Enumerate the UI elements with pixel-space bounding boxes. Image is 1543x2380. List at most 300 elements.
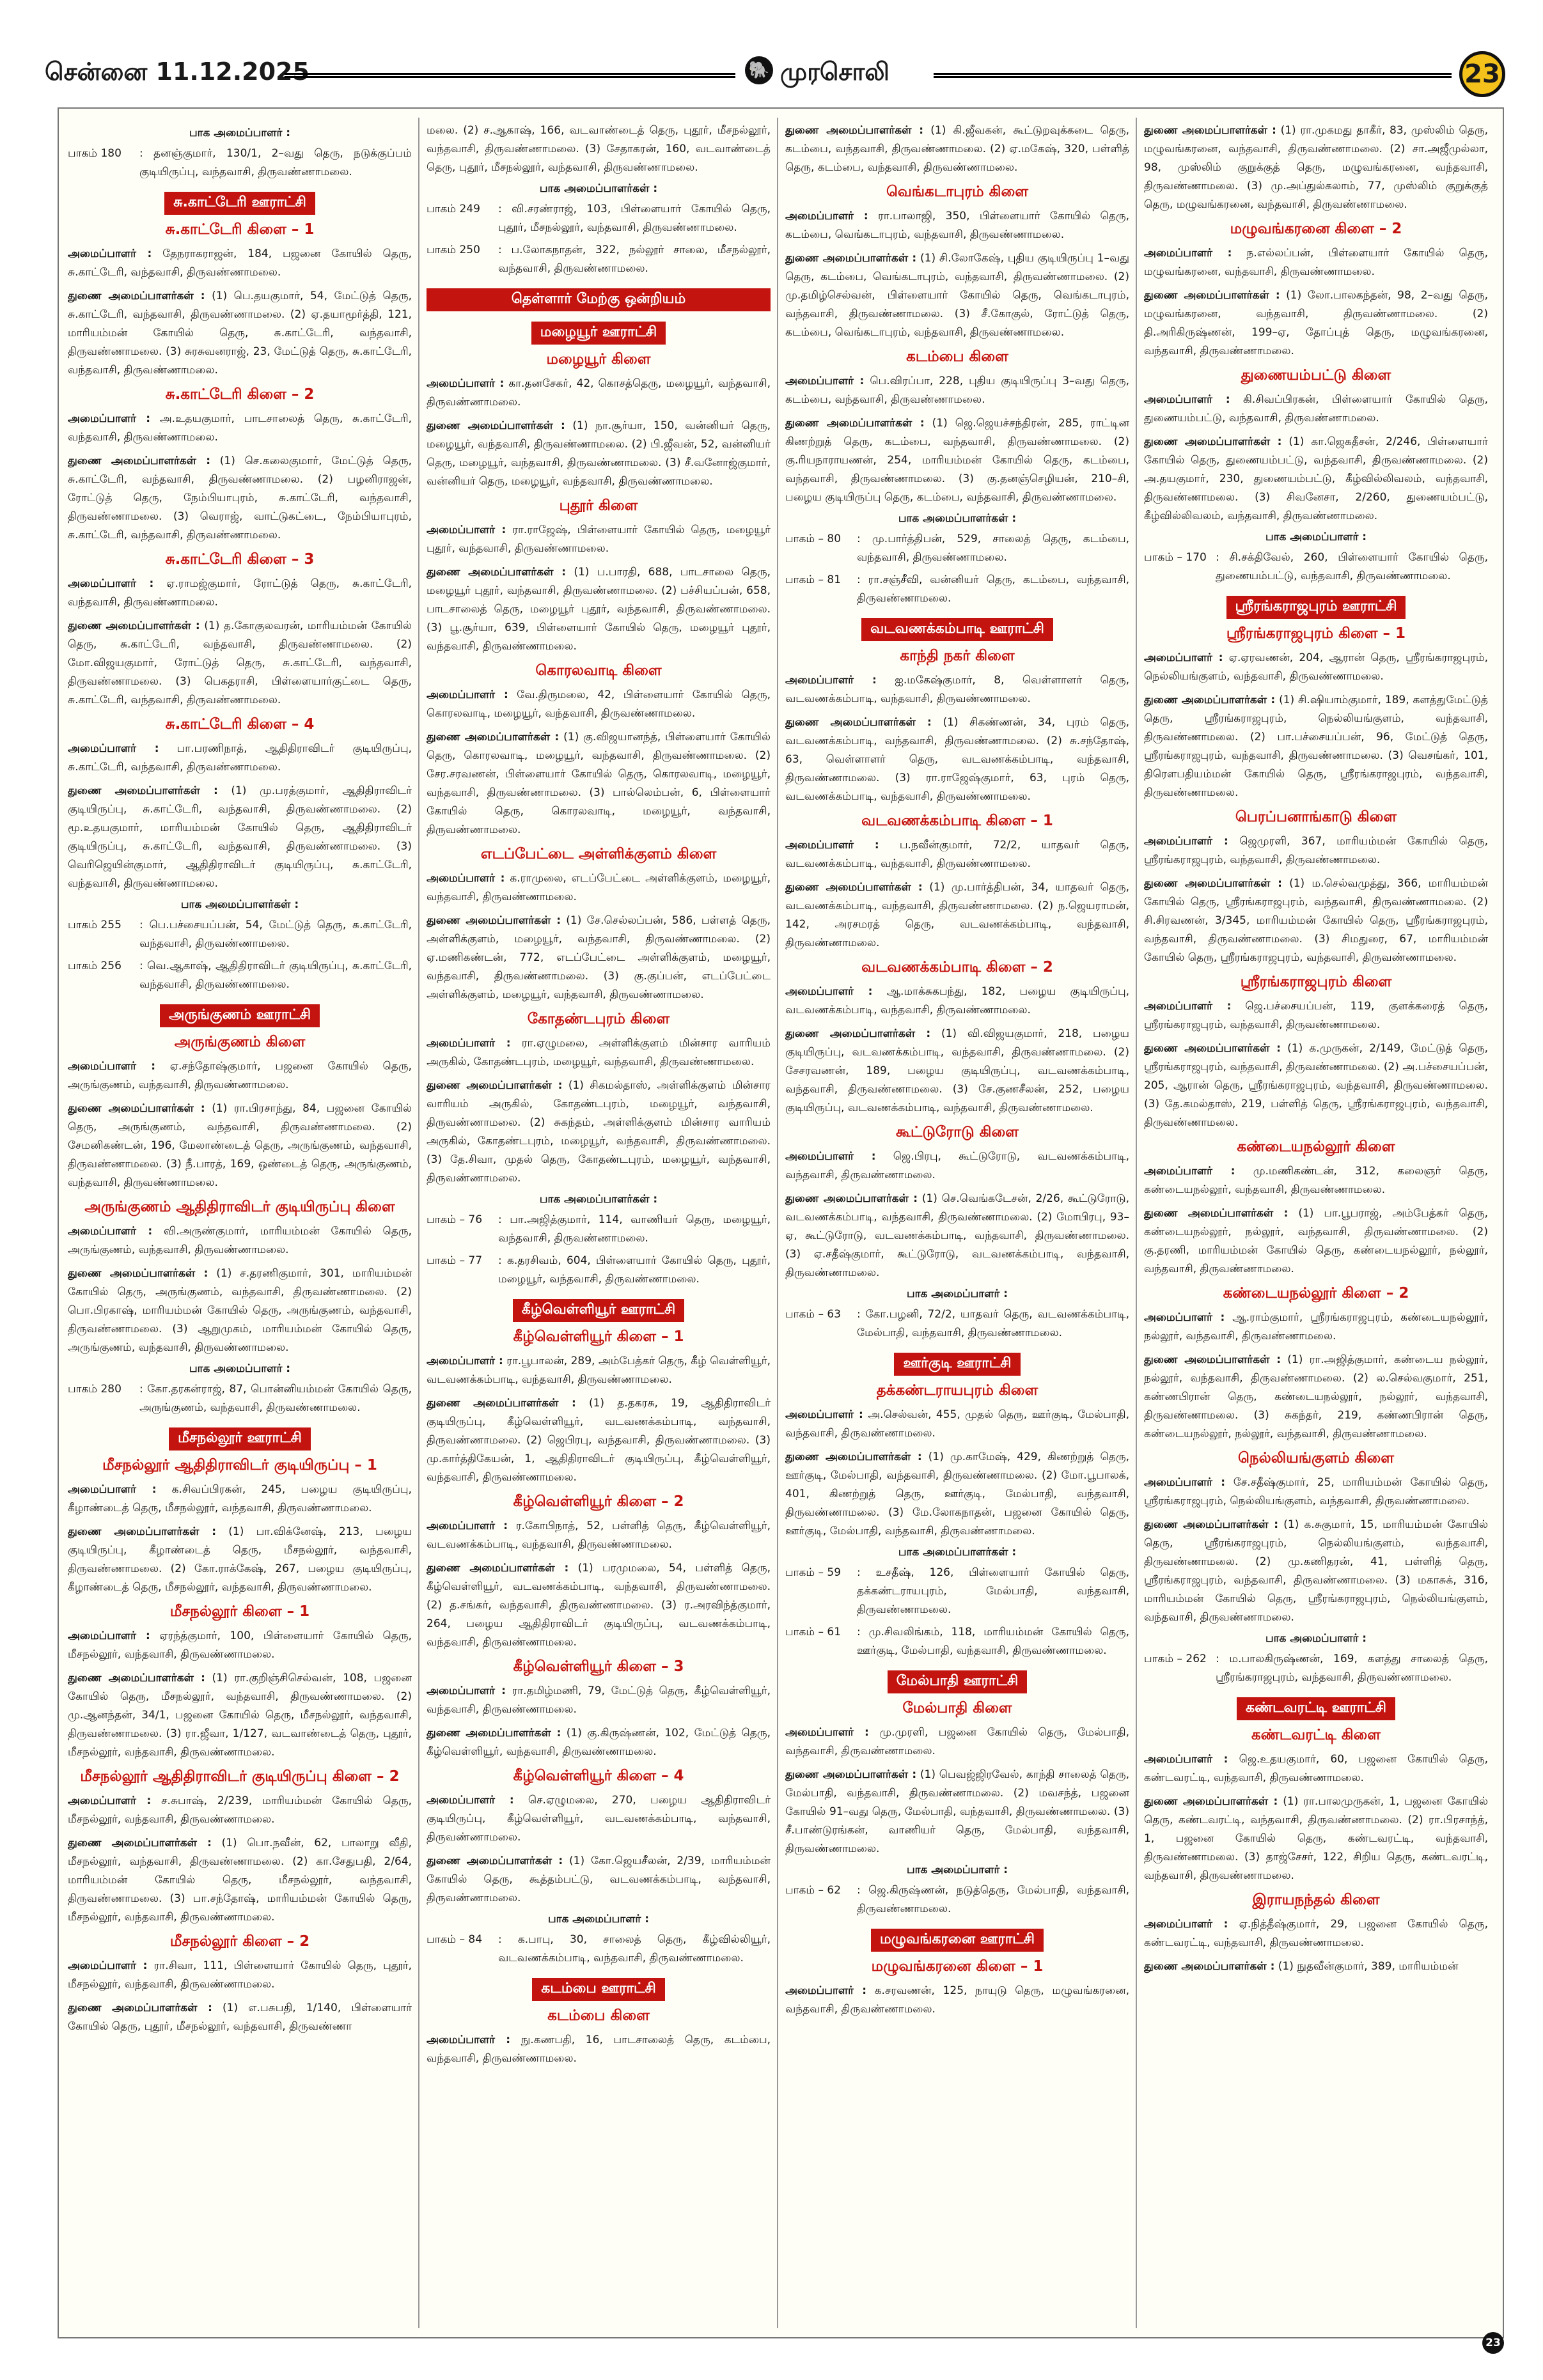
role-label: அமைப்பாளர் : — [68, 247, 152, 260]
column-divider — [777, 118, 778, 2328]
role-label: துணை அமைப்பாளர்கள் : — [1144, 694, 1276, 706]
branch-heading: கோதண்டபுரம் கிளை — [527, 1011, 670, 1027]
booth-row — [68, 916, 412, 953]
organiser-entry — [427, 121, 771, 177]
organiser-details: (1) பா.விக்னேஷ், 213, பழைய குடியிருப்பு, கீழாண்டைத் தெரு, மீசநல்லூர், வந்தவாசி, திருவண்ணாமலை. (2) கோ.ராக்கேஷ், 267, பழைய குடியிருப்பு, கீழாண்டைத் தெரு, மீசநல்லூர், வந்தவாசி, திருவண்ணாமலை. — [68, 1525, 412, 1594]
branch-heading: கடம்பை கிளை — [906, 348, 1008, 365]
organiser-entry — [785, 414, 1129, 507]
role-label: துணை அமைப்பாளர்கள் : — [68, 1837, 212, 1849]
organiser-details: ஜெ.பச்சையப்பன், 119, குளக்கரைத் தெரு, ஸ்ரீரங்கராஜபுரம், வந்தவாசி, திருவண்ணாமலை. — [1144, 1000, 1488, 1031]
role-label: துணை அமைப்பாளர்கள் : — [68, 290, 205, 302]
organiser-details: (1) கு.விஜயானந்த், பிள்ளையார் கோயில் தெரு, கொரலவாடி, மழையூர், வந்தவாசி, திருவண்ணாமலை. (2) சேர.சரவணன், பிள்ளையார் கோயில் தெரு, கொரலவாடி, மழையூர், வந்தவாசி, திருவண்ணாமலை. (3) பால்லெம்பன், 6, பிள்ளையார் கோயில் தெரு, கொரலவாடி, மழையூர், வந்தவாசி, திருவண்ணாமலை. — [427, 731, 771, 836]
organiser-entry — [1144, 121, 1488, 214]
branch-heading: வடவணக்கம்பாடி கிளை – 1 — [861, 813, 1053, 829]
role-label: துணை அமைப்பாளர்கள் : — [785, 1768, 917, 1781]
organiser-entry — [427, 912, 771, 1004]
branch-heading: கடம்பை கிளை — [547, 2007, 650, 2024]
column-divider — [1136, 118, 1137, 2328]
booth-number: பாகம் 249 — [427, 203, 480, 215]
column-1 — [68, 121, 412, 2324]
booth-row — [785, 1305, 1129, 1342]
role-label: துணை அமைப்பாளர்கள் : — [68, 1102, 205, 1115]
booth-number: பாகம் 255 — [68, 919, 121, 931]
organiser-entry — [427, 1394, 771, 1487]
role-label: அமைப்பாளர் : — [1144, 1753, 1228, 1766]
organiser-entry — [68, 410, 412, 447]
organiser-details: அ.உதயகுமார், பாடசாலைத் தெரு, சு.காட்டேரி, வந்தவாசி, திருவண்ணாமலை. — [68, 412, 412, 444]
branch-heading: ஸ்ரீரங்கராஜபுரம் கிளை — [1240, 974, 1392, 990]
booth-row — [68, 957, 412, 994]
masthead-rule-right — [934, 73, 1452, 78]
branch-heading: தக்கண்டராயபுரம் கிளை — [876, 1382, 1038, 1399]
organiser-details: (1) செ.வெங்கடேசன், 2/26, கூட்டுரோடு, வடவணக்கம்பாடி, வந்தவாசி, திருவண்ணாமலை. (2) மோபிரபு, 93–ஏ, கூட்டுரோடு, வடவணக்கம்பாடி, வந்தவாசி, திருவண்ணாமலை. (3) ஏ.சதீஷ்குமார், கூட்டுரோடு, வடவணக்கம்பாடி, வந்தவாசி, திருவண்ணாமலை. — [785, 1192, 1129, 1279]
column-3 — [785, 121, 1129, 2324]
booth-organisers-title: பாக அமைப்பாளர் : — [1265, 531, 1367, 543]
role-label: அமைப்பாளர் : — [68, 1629, 150, 1642]
organiser-details: சே.சதீஷ்குமார், 25, மாரியம்மன் கோயில் தெரு, ஸ்ரீரங்கராஜபுரம், நெல்லியங்குளம், வந்தவாசி, திருவண்ணாமலை. — [1144, 1476, 1488, 1507]
organiser-details: ஏ.ராமஜ்குமார், ரோட்டுத் தெரு, சு.காட்டேரி, வந்தவாசி, திருவண்ணாமலை. — [68, 577, 412, 609]
organiser-entry — [1144, 286, 1488, 361]
organiser-entry — [785, 1025, 1129, 1117]
role-label: அமைப்பாளர் : — [427, 1794, 514, 1807]
organiser-details: தேநராகராஜன், 184, பஜனை கோயில் தெரு, சு.காட்டேரி, வந்தவாசி, திருவண்ணாமலை. — [68, 247, 412, 279]
booth-number: பாகம் – 62 — [785, 1884, 842, 1897]
organiser-entry — [785, 1147, 1129, 1185]
organiser-details: ரா.ஏழுமலை, அள்ளிக்குளம் மின்சார வாரியம் அருகில், கோதண்டபுரம், மழையூர், வந்தவாசி, திருவண்ணாமலை. — [427, 1037, 771, 1068]
elephant-logo-icon: 🐘 — [745, 56, 773, 84]
organiser-details: (1) சி.லோகேஷ், புதிய குடியிருப்பு 1–வது தெரு, கடம்பை, வெங்கடாபுரம், வந்தவாசி, திருவண்ணாமலை. (2) மு.தமிழ்செல்வன், பிள்ளையார் கோயில் தெரு, வெங்கடாபுரம், வந்தவாசி, திருவண்ணாமலை. (3) சீ.கோகுல், ரோட்டுத் தெரு, கடம்பை, வெங்கடாபுரம், வந்தவாசி, திருவண்ணாமலை. — [785, 252, 1129, 339]
column-2 — [427, 121, 771, 2324]
organiser-details: ஏ.ஏரவணன், 204, ஆரான் தெரு, ஸ்ரீரங்கராஜபுரம், நெல்லியங்குளம், வந்தவாசி, திருவண்ணாமலை. — [1144, 651, 1488, 683]
organiser-details: ரா.ராஜேஷ், பிள்ளையார் கோயில் தெரு, மழையூர் புதூர், வந்தவாசி, திருவண்ணாமலை. — [427, 524, 771, 555]
organiser-entry — [427, 1517, 771, 1554]
organiser-details: (1) ரா.பாலமுருகன், 1, பஜனை கோயில் தெரு, கண்டவரட்டி, வந்தவாசி, திருவண்ணாமலை. (2) ரா.பிரசாந்த், 1, பஜனை கோயில் தெரு, கண்டவரட்டி, வந்தவாசி, திருவண்ணாமலை. (3) தாஜ்சேசர், 122, சிறிய தெரு, கண்டவரட்டி, வந்தவாசி, திருவண்ணாமலை. — [1144, 1795, 1488, 1882]
role-label: அமைப்பாளர் : — [785, 375, 865, 387]
role-label: துணை அமைப்பாளர்கள் : — [1144, 289, 1280, 302]
organiser-details: (1) சிகண்ணன், 34, புரம் தெரு, வடவணக்கம்பாடி, வந்தவாசி, திருவண்ணாமலை. (2) சு.சந்தோஷ், 63, வெள்ளாளர் தெரு, வடவணக்கம்பாடி, வந்தவாசி, திருவண்ணாமலை. (3) ரா.ராஜேஷ்குமார், 63, புரம் தெரு, வடவணக்கம்பாடி, வந்தவாசி, திருவண்ணாமலை. — [785, 716, 1129, 803]
role-label: துணை அமைப்பாளர்கள் : — [785, 252, 917, 265]
role-label: துணை அமைப்பாளர்கள் : — [1144, 1353, 1281, 1366]
role-label: அமைப்பாளர் : — [785, 1984, 867, 1997]
booth-row — [427, 1211, 771, 1248]
organiser-details: பா.பரணிநாத், ஆதிதிராவிடர் குடியிருப்பு, சு.காட்டேரி, வந்தவாசி, திருவண்ணாமலை. — [68, 742, 412, 774]
role-label: துணை அமைப்பாளர்கள் : — [427, 1562, 569, 1575]
organiser-entry — [1144, 1204, 1488, 1279]
organiser-details: (1) சிகமல்தாஸ், அள்ளிக்குளம் மின்சார வாரியம் அருகில், கோதண்டபுரம், மழையூர், வந்தவாசி, திருவண்ணாமலை. (2) சுகந்தம், அள்ளிக்குளம் மின்சார வாரியம் அருகில், கோதண்டபுரம், மழையூர், வந்தவாசி, திருவண்ணாமலை. (3) தே.சிவா, முதல் தெரு, கோதண்டபுரம், மழையூர், வந்தவாசி, திருவண்ணாமலை. — [427, 1079, 771, 1185]
organiser-details: ஏ.சந்தோஷ்குமார், பஜனை கோயில் தெரு, அருங்குணம், வந்தவாசி, திருவண்ணாமலை. — [68, 1060, 412, 1091]
organiser-entry — [427, 375, 771, 412]
booth-number: பாகம் – 80 — [785, 533, 842, 545]
branch-heading: கொரலவாடி கிளை — [535, 662, 662, 679]
role-label: துணை அமைப்பாளர்கள் : — [68, 1525, 217, 1538]
organiser-entry — [427, 686, 771, 723]
organiser-details: அ.செல்வன், 455, முதல் தெரு, ஊர்குடி, மேல்பாதி, வந்தவாசி, திருவண்ணாமலை. — [785, 1408, 1129, 1440]
organiser-details: (1) ரா.பிரசாந்து, 84, பஜனை கோயில் தெரு, அருங்குணம், வந்தவாசி, திருவண்ணாமலை. (2) சேமனிகண்டன், 196, மேலாண்டைத் தெரு, அருங்குணம், வந்தவாசி, திருவண்ணாமலை. (3) நீ.பாரத், 169, ஒண்டைத் தெரு, அருங்குணம், வந்தவாசி, திருவண்ணாமலை. — [68, 1102, 412, 1189]
organiser-entry — [68, 452, 412, 545]
booth-organisers-title: பாக அமைப்பாளர்கள் : — [898, 1546, 1017, 1559]
organiser-entry — [68, 1100, 412, 1192]
role-label: துணை அமைப்பாளர்கள் : — [68, 455, 211, 467]
organiser-details: (1) க.சுகுமார், 15, மாரியம்மன் கோயில் தெரு, ஸ்ரீரங்கராஜபுரம், நெல்லியங்குளம், வந்தவாசி, திருவண்ணாமலை. (2) மு.கணிதரன், 41, பள்ளித் தெரு, ஸ்ரீரங்கராஜபுரம், வந்தவாசி, திருவண்ணாமலை. (3) மகாசுக், 316, மாரியம்மன் கோயில் தெரு, ஸ்ரீரங்கராஜபுரம், நெல்லியங்குளம், வந்தவாசி, திருவண்ணாமலை. — [1144, 1518, 1488, 1624]
organiser-entry — [427, 1559, 771, 1652]
role-label: அமைப்பாளர் : — [785, 1408, 863, 1421]
organiser-entry — [68, 617, 412, 710]
organiser-entry — [1144, 832, 1488, 869]
branch-heading: மேல்பாதி கிளை — [902, 1700, 1012, 1716]
organiser-details: ரா.பாலாஜி, 350, பிள்ளையார் கோயில் தெரு, கடம்பை, வெங்கடாபுரம், வந்தவாசி, திருவண்ணாமலை. — [785, 210, 1129, 241]
newspaper-name: முரசொலி — [780, 58, 889, 86]
organiser-details: ஏ.நித்தீஷ்குமார், 29, பஜனை கோயில் தெரு, கண்டவரட்டி, வந்தவாசி, திருவண்ணாமலை. — [1144, 1918, 1488, 1949]
organiser-entry — [1144, 875, 1488, 967]
booth-organiser: : பெ.பச்சையப்பன், 54, மேட்டுத் தெரு, சு.காட்டேரி, வந்தவாசி, திருவண்ணாமலை. — [139, 919, 412, 950]
booth-row — [1144, 548, 1488, 586]
panchayat-banner: கீழ்வெள்ளியூர் ஊராட்சி — [513, 1299, 684, 1322]
branch-heading: அருங்குணம் ஆதிதிராவிடர் குடியிருப்பு கிளை — [84, 1199, 395, 1215]
booth-organisers-title: பாக அமைப்பாளர்கள் : — [898, 512, 1017, 525]
organiser-entry — [427, 1682, 771, 1719]
role-label: துணை அமைப்பாளர்கள் : — [68, 619, 200, 632]
organiser-details: ரா.பூபாலன், 289, அம்பேத்கர் தெரு, கீழ் வெள்ளியூர், வடவணக்கம்பாடி, வந்தவாசி, திருவண்ணாமலை. — [427, 1355, 771, 1386]
booth-organisers-title: பாக அமைப்பாளர்கள் : — [180, 898, 299, 911]
organiser-entry — [427, 1724, 771, 1761]
panchayat-banner: மழையூர் ஊராட்சி — [531, 322, 666, 345]
organiser-details: ஜெ.பிரபு, கூட்டுரோடு, வடவணக்கம்பாடி, வந்தவாசி, திருவண்ணாமலை. — [785, 1150, 1129, 1181]
organiser-entry — [68, 1957, 412, 1994]
organiser-entry — [785, 1190, 1129, 1282]
organiser-details: மு.முரளி, பஜனை கோயில் தெரு, மேல்பாதி, வந்தவாசி, திருவண்ணாமலை. — [785, 1726, 1129, 1757]
branch-heading: மீசநல்லூர் கிளை – 2 — [169, 1933, 310, 1950]
role-label: துணை அமைப்பாளர்கள் : — [1144, 1042, 1281, 1055]
role-label: அமைப்பாளர் : — [427, 1520, 508, 1532]
role-label: துணை அமைப்பாளர்கள் : — [785, 1192, 918, 1205]
role-label: துணை அமைப்பாளர்கள் : — [1144, 435, 1282, 448]
organiser-details: ஜெமுரளி, 367, மாரியம்மன் கோயில் தெரு, ஸ்ரீரங்கராஜபுரம், வந்தவாசி, திருவண்ணாமலை. — [1144, 835, 1488, 866]
organiser-details: ச.சுபாஷ், 2/239, மாரியம்மன் கோயில் தெரு, மீசநல்லூர், வந்தவாசி, திருவண்ணாமலை. — [68, 1794, 412, 1826]
organiser-details: (1) பெ.தயகுமார், 54, மேட்டுத் தெரு, சு.காட்டேரி, வந்தவாசி, திருவண்ணாமலை. (2) ஏ.தயாமூர்த்தி, 121, மாரியம்மன் கோயில் தெரு, சு.காட்டேரி, வந்தவாசி, திருவண்ணாமலை. (3) சுரசுவனராஜ், 23, மேட்டுத் தெரு, சு.காட்டேரி, வந்தவாசி, திருவண்ணாமலை. — [68, 290, 412, 377]
organiser-details: (1) ப.பாரதி, 688, பாடசாலை தெரு, மழையூர் புதூர், வந்தவாசி, திருவண்ணாமலை. (2) பச்சியப்பன், 658, பாடசாலைத் தெரு, மழையூர் புதூர், வந்தவாசி, திருவண்ணாமலை. (3) பூ.சூர்யா, 639, பிள்ளையார் கோயில் தெரு, மழையூர் புதூர், வந்தவாசி, திருவண்ணாமலை. — [427, 566, 771, 653]
organiser-details: (1) க.முருகன், 2/149, மேட்டுத் தெரு, ஸ்ரீரங்கராஜபுரம், வந்தவாசி, திருவண்ணாமலை. (2) அ.பச்சையப்பன், 205, ஆரான் தெரு, ஸ்ரீரங்கராஜபுரம், வந்தவாசி, திருவண்ணாமலை. (3) தே.கமல்தாஸ், 219, பள்ளித் தெரு, ஸ்ரீரங்கராஜபுரம், வந்தவாசி, திருவண்ணாமலை. — [1144, 1042, 1488, 1129]
organiser-details: மலை. (2) ச.ஆகாஷ், 166, வடவாண்டைத் தெரு, புதூர், மீசநல்லூர், வந்தவாசி, திருவண்ணாமலை. (3) சேதாகரன், 160, வடவாண்டைத் தெரு, புதூர், மீசநல்லூர், வந்தவாசி, திருவண்ணாமலை. — [427, 124, 771, 174]
role-label: அமைப்பாளர் : — [68, 1225, 153, 1238]
branch-heading: சு.காட்டேரி கிளை – 3 — [165, 551, 315, 568]
booth-organiser: : மு.சிவலிங்கம், 118, மாரியம்மன் கோயில் தெரு, ஊர்குடி, மேல்பாதி, வந்தவாசி, திருவண்ணாமலை. — [857, 1626, 1129, 1657]
organiser-entry — [427, 1077, 771, 1188]
role-label: அமைப்பாளர் : — [785, 1150, 876, 1163]
booth-organisers-title: பாக அமைப்பாளர் : — [189, 1362, 291, 1375]
booth-organiser: : உசதீஷ், 126, பிள்ளையார் கோயில் தெரு, தக்கண்டராயபுரம், மேல்பாதி, வந்தவாசி, திருவண்ணாமலை. — [857, 1566, 1129, 1616]
panchayat-banner: ஊர்குடி ஊராட்சி — [894, 1353, 1020, 1376]
role-label: அமைப்பாளர் : — [427, 524, 506, 536]
organiser-details: (1) ச.தரணிகுமார், 301, மாரியம்மன் கோயில் தெரு, அருங்குணம், வந்தவாசி, திருவண்ணாமலை. (2) பொ.பிரகாஷ், மாரியம்மன் கோயில் தெரு, அருங்குணம், வந்தவாசி, திருவண்ணாமலை. (3) ஆறுமுகம், மாரியம்மன் கோயில் தெரு, அருங்குணம், வந்தவாசி, திருவண்ணாமலை. — [68, 1267, 412, 1354]
organiser-entry — [1144, 1793, 1488, 1885]
city-date: சென்னை 11.12.2025 — [45, 58, 309, 86]
booth-organiser: : ப.லோகநாதன், 322, நல்லூர் சாலை, மீசநல்லூர், வந்தவாசி, திருவண்ணாமலை. — [498, 244, 771, 275]
organiser-details: (1) கோ.ஜெயசீலன், 2/39, மாரியம்மன் கோயில் தெரு, கூத்தம்பட்டு, வடவணக்கம்பாடி, வந்தவாசி, திருவண்ணாமலை. — [427, 1855, 771, 1904]
organiser-details: (1) ரா.குறிஞ்சிசெல்வன், 108, பஜனை கோயில் தெரு, மீசநல்லூர், வந்தவாசி, திருவண்ணாமலை. (2) மு.ஆனந்தன், 34/1, பஜனை கோயில் தெரு, மீசநல்லூர், வந்தவாசி, திருவண்ணாமலை. (3) ரா.ஜீவா, 1/127, வடவாண்டைத் தெரு, புதூர், மீசநல்லூர், வந்தவாசி, திருவண்ணாமலை. — [68, 1672, 412, 1759]
organiser-entry — [1144, 391, 1488, 428]
branch-heading: மீசநல்லூர் கிளை – 1 — [169, 1603, 310, 1620]
organiser-details: (1) கி.ஜீவகன், கூட்டுறவுக்கடை தெரு, கடம்பை, வந்தவாசி, திருவண்ணாமலை. (2) ஏ.மகேஷ், 320, பள்ளித் தெரு, கடம்பை, வந்தவாசி, திருவண்ணாமலை. — [785, 124, 1129, 174]
organiser-details: ப.நவீன்குமார், 72/2, யாதவர் தெரு, வடவணக்கம்பாடி, வந்தவாசி, திருவண்ணாமலை. — [785, 839, 1129, 870]
booth-organisers-title: பாக அமைப்பாளர் : — [547, 1913, 650, 1925]
booth-organiser: : கோ.தரகன்ராஜ், 87, பொன்னியம்மன் கோயில் தெரு, அருங்குணம், வந்தவாசி, திருவண்ணாமலை. — [139, 1383, 412, 1414]
organiser-details: வே.திருமலை, 42, பிள்ளையார் கோயில் தெரு, கொரலவாடி, மழையூர், வந்தவாசி, திருவண்ணாமலை. — [427, 688, 771, 720]
organiser-entry — [427, 521, 771, 558]
organiser-entry — [785, 671, 1129, 708]
organiser-details: ர.கோபிநாத், 52, பள்ளித் தெரு, கீழ்வெள்ளியூர், வடவணக்கம்பாடி, வந்தவாசி, திருவண்ணாமலை. — [427, 1520, 771, 1551]
organiser-details: (1) நா.சூர்யா, 150, வன்னியர் தெரு, மழையூர், வந்தவாசி, திருவண்ணாமலை. (2) பி.ஜீவன், 52, வன்னியர் தெரு, மழையூர், வந்தவாசி, திருவண்ணாமலை. (3) சீ.வனோஜ்குமார், வன்னியர் தெரு, மழையூர், வந்தவாசி, திருவண்ணாமலை. — [427, 419, 771, 488]
organiser-entry — [1144, 1750, 1488, 1787]
organiser-entry — [427, 1034, 771, 1071]
role-label: அமைப்பாளர் : — [427, 377, 505, 390]
organiser-details: ரா.சிவா, 111, பிள்ளையார் கோயில் தெரு, புதூர், மீசநல்லூர், வந்தவாசி, திருவண்ணாமலை. — [68, 1959, 412, 1991]
role-label: துணை அமைப்பாளர்கள் : — [427, 1397, 576, 1410]
organiser-details: மு.மணிகண்டன், 312, கலைஞர் தெரு, கண்டையநல்லூர், வந்தவாசி, திருவண்ணாமலை. — [1144, 1165, 1488, 1196]
organiser-entry — [785, 1448, 1129, 1541]
organiser-entry — [1144, 1309, 1488, 1346]
role-label: அமைப்பாளர் : — [68, 1060, 156, 1073]
branch-heading: வடவணக்கம்பாடி கிளை – 2 — [861, 959, 1053, 976]
organiser-details: (1) பா.பூபராஜ், அம்பேத்கர் தெரு, கண்டையநல்லூர், நல்லூர், வந்தவாசி, திருவண்ணாமலை. (2) கு.தரணி, மாரியம்மன் கோயில் தெரு, கண்டையநல்லூர், நல்லூர், வந்தவாசி, திருவண்ணாமலை. — [1144, 1207, 1488, 1275]
organiser-details: ஜெ.உதயகுமார், 60, பஜனை கோயில் தெரு, கண்டவரட்டி, வந்தவாசி, திருவண்ணாமலை. — [1144, 1753, 1488, 1784]
branch-heading: கீழ்வெள்ளியூர் கிளை – 3 — [513, 1658, 684, 1675]
role-label: துணை அமைப்பாளர்கள் : — [785, 716, 932, 729]
branch-heading: சு.காட்டேரி கிளை – 1 — [165, 221, 315, 238]
organiser-entry — [68, 1627, 412, 1664]
organiser-entry — [427, 1791, 771, 1847]
panchayat-banner: அருங்குணம் ஊராட்சி — [160, 1004, 320, 1027]
booth-organisers-title: பாக அமைப்பாளர் : — [906, 1287, 1008, 1300]
branch-heading: புதூர் கிளை — [559, 497, 638, 514]
organiser-entry — [427, 563, 771, 656]
role-label: துணை அமைப்பாளர்கள் : — [427, 914, 561, 927]
organiser-details: (1) சே.செல்லப்பன், 586, பள்ளத் தெரு, அள்ளிக்குளம், மழையூர், வந்தவாசி, திருவண்ணாமலை. (2) ஏ.மணிகண்டன், 772, எடப்பேட்டை அள்ளிக்குளம், மழையூர், வந்தவாசி, திருவண்ணாமலை. (3) கு.குப்பன், எடப்பேட்டை அள்ளிக்குளம், மழையூர், வந்தவாசி, திருவண்ணாமலை. — [427, 914, 771, 1001]
organiser-entry — [785, 713, 1129, 806]
organiser-entry — [1144, 433, 1488, 525]
organiser-entry — [1144, 1516, 1488, 1627]
booth-number: பாகம் 180 — [68, 147, 121, 160]
organiser-entry — [68, 1264, 412, 1357]
booth-organiser: : பா.அஜித்குமார், 114, வாணியர் தெரு, மழையூர், வந்தவாசி, திருவண்ணாமலை. — [498, 1213, 771, 1245]
organiser-details: (1) கா.ஜெகதீசன், 2/246, பிள்ளையார் கோயில் தெரு, துணையம்பட்டு, வந்தவாசி, திருவண்ணாமலை. (2) அ.தயகுமார், 230, துணையம்பட்டு, கீழ்வில்லிவலம், வந்தவாசி, திருவண்ணாமலை. (3) சிவனேசா, 2/260, துணையம்பட்டு, கீழ்வில்லிவலம், வந்தவாசி, திருவண்ணாமலை. — [1144, 435, 1488, 522]
booth-number: பாகம் – 84 — [427, 1933, 483, 1946]
branch-heading: பெரப்பனாங்காடு கிளை — [1235, 809, 1397, 825]
panchayat-banner: சு.காட்டேரி ஊராட்சி — [164, 192, 315, 215]
organiser-entry — [68, 782, 412, 893]
role-label: அமைப்பாளர் : — [68, 1483, 157, 1496]
booth-organiser: : ரா.சஞ்சீவி, வன்னியர் தெரு, கடம்பை, வந்தவாசி, திருவண்ணாமலை. — [857, 573, 1129, 605]
organiser-details: க.ராமுலை, எடப்பேட்டை அள்ளிக்குளம், மழையூர், வந்தவாசி, திருவண்ணாமலை. — [427, 872, 771, 903]
role-label: அமைப்பாளர் : — [1144, 247, 1232, 260]
role-label: அமைப்பாளர் : — [1144, 1165, 1235, 1178]
role-label: துணை அமைப்பாளர்கள் : — [785, 124, 924, 137]
organiser-entry — [68, 1999, 412, 2036]
booth-number: பாகம் – 61 — [785, 1626, 842, 1638]
booth-number: பாகம் – 77 — [427, 1254, 483, 1267]
organiser-details: ரா.தமிழ்மணி, 79, மேட்டுத் தெரு, கீழ்வெள்ளியூர், வந்தவாசி, திருவண்ணாமலை. — [427, 1684, 771, 1716]
panchayat-banner: கண்டவரட்டி ஊராட்சி — [1237, 1697, 1395, 1720]
organiser-entry — [68, 1523, 412, 1597]
role-label: துணை அமைப்பாளர்கள் : — [427, 731, 560, 743]
branch-heading: இராயநந்தல் கிளை — [1252, 1892, 1380, 1908]
role-label: அமைப்பாளர் : — [785, 839, 879, 852]
branch-heading: காந்தி நகர் கிளை — [900, 648, 1015, 664]
corner-page-number: 23 — [1482, 2332, 1504, 2354]
branch-heading: சு.காட்டேரி கிளை – 4 — [165, 716, 315, 733]
booth-row — [785, 1623, 1129, 1660]
organiser-entry — [68, 1057, 412, 1094]
booth-organiser: : வி.சரண்ராஜ், 103, பிள்ளையார் கோயில் தெரு, புதூர், மீசநல்லூர், வந்தவாசி, திருவண்ணாமலை. — [498, 203, 771, 234]
role-label: அமைப்பாளர் : — [1144, 835, 1228, 848]
organiser-details: (1) மு.பார்த்திபன், 34, யாதவர் தெரு, வடவணக்கம்பாடி, வந்தவாசி, திருவண்ணாமலை. (2) ந.ஜெயராமன், 142, அரசமரத் தெரு, வடவணக்கம்பாடி, வந்தவாசி, திருவண்ணாமலை. — [785, 881, 1129, 949]
organiser-details: க.சரவணன், 125, நாயுடு தெரு, மழுவங்கரனை, வந்தவாசி, திருவண்ணாமலை. — [785, 1984, 1129, 2016]
organiser-entry — [68, 575, 412, 612]
booth-number: பாகம் – 76 — [427, 1213, 483, 1226]
role-label: அமைப்பாளர் : — [1144, 651, 1223, 664]
organiser-details: ஆ.மாக்சுகபந்து, 182, பழைய குடியிருப்பு, வடவணக்கம்பாடி, வந்தவாசி, திருவண்ணாமலை. — [785, 985, 1129, 1016]
branch-heading: வெங்கடாபுரம் கிளை — [886, 183, 1028, 200]
booth-row — [785, 571, 1129, 608]
branch-heading: எடப்பேட்டை அள்ளிக்குளம் கிளை — [480, 846, 717, 862]
branch-heading: கீழ்வெள்ளியூர் கிளை – 4 — [513, 1768, 684, 1784]
booth-organiser: : வெ.ஆகாஷ், ஆதிதிராவிடர் குடியிருப்பு, சு.காட்டேரி, வந்தவாசி, திருவண்ணாமலை. — [139, 960, 412, 991]
role-label: அமைப்பாளர் : — [785, 985, 873, 998]
organiser-details: ந.எல்லப்பன், பிள்ளையார் கோயில் தெரு, மழுவங்கரனை, வந்தவாசி, திருவண்ணாமலை. — [1144, 247, 1488, 278]
booth-organiser: : தனஞ்குமார், 130/1, 2–வது தெரு, நடுக்குப்பம் குடியிருப்பு, வந்தவாசி, திருவண்ணாமலை. — [139, 147, 412, 178]
column-divider — [418, 118, 419, 2328]
organiser-entry — [785, 1766, 1129, 1858]
role-label: துணை அமைப்பாளர்கள் : — [1144, 1207, 1288, 1220]
booth-number: பாகம் – 59 — [785, 1566, 842, 1579]
organiser-details: வி.அருண்குமார், மாரியம்மன் கோயில் தெரு, அருங்குணம், வந்தவாசி, திருவண்ணாமலை. — [68, 1225, 412, 1256]
organiser-entry — [68, 1481, 412, 1518]
organiser-details: (1) ரா.முகமது தாகீர், 83, முஸ்லிம் தெரு, மழுவங்கரனை, வந்தவாசி, திருவண்ணாமலை. (2) சா.அஜீமுல்லா, 98, முஸ்லிம் குறுக்குத் தெரு, மழுவங்கரனை, வந்தவாசி, திருவண்ணாமலை. (3) மு.அப்துல்கலாம், 77, முஸ்லிம் குறுக்குத் தெரு, மழுவங்கரனை, வந்தவாசி, திருவண்ணாமலை. — [1144, 124, 1488, 211]
booth-number: பாகம் – 81 — [785, 573, 842, 586]
page-number-badge: 23 — [1459, 51, 1505, 97]
organiser-entry — [427, 1852, 771, 1908]
role-label: அமைப்பாளர் : — [68, 742, 159, 755]
booth-number: பாகம் 256 — [68, 960, 121, 972]
booth-row — [427, 200, 771, 237]
organiser-details: (1) மு.காமேஷ், 429, கிணற்றுத் தெரு, ஊர்குடி, மேல்பாதி, வந்தவாசி, திருவண்ணாமலை. (2) மோ.பூபாலக், 401, கிணற்றுத் தெரு, ஊர்குடி, மேல்பாதி, வந்தவாசி, திருவண்ணாமலை. (3) மே.லோகநாதன், பஜனை கோயில் தெரு, ஊர்குடி, மேல்பாதி, வந்தவாசி, திருவண்ணாமலை. — [785, 1451, 1129, 1537]
role-label: துணை அமைப்பாளர்கள் : — [68, 1267, 208, 1280]
booth-row — [427, 241, 771, 278]
booth-row — [427, 1252, 771, 1289]
branch-heading: அருங்குணம் கிளை — [174, 1034, 306, 1050]
booth-organiser: : ம.பாலகிருஷ்ணன், 169, களத்து சாலைத் தெரு, ஸ்ரீரங்கராஜபுரம், வந்தவாசி, திருவண்ணாமலை. — [1216, 1653, 1488, 1684]
role-label: துணை அமைப்பாளர்கள் : — [68, 1672, 205, 1684]
role-label: அமைப்பாளர் : — [1144, 1000, 1232, 1013]
organiser-entry — [785, 121, 1129, 177]
booth-organisers-title: பாக அமைப்பாளர்கள் : — [539, 1193, 658, 1206]
role-label: அமைப்பாளர் : — [68, 412, 151, 425]
booth-organiser: : ஜெ.கிருஷ்ணன், நடுத்தெரு, மேல்பாதி, வந்தவாசி, திருவண்ணாமலை. — [857, 1884, 1129, 1915]
role-label: துணை அமைப்பாளர்கள் : — [785, 1451, 922, 1463]
branch-heading: சு.காட்டேரி கிளை – 2 — [165, 386, 315, 403]
role-label: துணை அமைப்பாளர்கள் : — [427, 566, 567, 579]
booth-organisers-title: பாக அமைப்பாளர்கள் : — [539, 182, 658, 195]
panchayat-banner: கடம்பை ஊராட்சி — [532, 1978, 664, 2001]
organiser-details: (1) ம.செல்வமுத்து, 366, மாரியம்மன் கோயில் தெரு, ஸ்ரீரங்கராஜபுரம், வந்தவாசி, திருவண்ணாமலை. (2) சி.சிரவணன், 3/345, மாரியம்மன் கோயில் தெரு, ஸ்ரீரங்கராஜபுரம், வந்தவாசி, திருவண்ணாமலை. (3) சிமதுரை, 67, மாரியம்மன் கோயில் தெரு, ஸ்ரீரங்கராஜபுரம், வந்தவாசி, திருவண்ணாமலை. — [1144, 877, 1488, 964]
branch-heading: கீழ்வெள்ளியூர் கிளை – 2 — [513, 1493, 684, 1510]
role-label: துணை அமைப்பாளர்கள் : — [785, 417, 925, 430]
organiser-details: (1) நுதவீன்குமார், 389, மாரியம்மன் — [1274, 1960, 1459, 1973]
organiser-entry — [1144, 691, 1488, 802]
role-label: அமைப்பாளர் : — [68, 577, 154, 590]
booth-number: பாகம் – 262 — [1144, 1653, 1207, 1665]
role-label: துணை அமைப்பாளர்கள் : — [1144, 124, 1276, 137]
organiser-entry — [785, 207, 1129, 244]
organiser-entry — [1144, 1039, 1488, 1132]
role-label: துணை அமைப்பாளர்கள் : — [68, 2002, 212, 2014]
branch-heading: மழுவங்கரனை கிளை – 2 — [1230, 221, 1402, 237]
organiser-details: (1) த.கோகுலவரன், மாரியம்மன் கோயில் தெரு, சு.காட்டேரி, வந்தவாசி, திருவண்ணாமலை. (2) மோ.விஜயகுமார், ரோட்டுத் தெரு, சு.காட்டேரி, வந்தவாசி, திருவண்ணாமலை. (3) பெகதராசி, பிள்ளையார்குட்டை தெரு, சு.காட்டேரி, வந்தவாசி, திருவண்ணாமலை. — [68, 619, 412, 706]
branch-heading: மழுவங்கரனை கிளை – 1 — [871, 1958, 1044, 1975]
organiser-details: (1) சி.ஷியாம்குமார், 189, களத்துமேட்டுத் தெரு, ஸ்ரீரங்கராஜபுரம், நெல்லியங்குளம், வந்தவாசி, திருவண்ணாமலை. (2) பா.பச்சையப்பன், 96, மேட்டுத் தெரு, ஸ்ரீரங்கராஜபுரம், வந்தவாசி, திருவண்ணாமலை. (3) வெசங்கர், 101, திரௌபதியம்மன் கோயில் தெரு, ஸ்ரீரங்கராஜபுரம், வந்தவாசி, திருவண்ணாமலை. — [1144, 694, 1488, 799]
organiser-details: (1) கு.கிருஷ்ணன், 102, மேட்டுத் தெரு, கீழ்வெள்ளியூர், வந்தவாசி, திருவண்ணாமலை. — [427, 1727, 771, 1758]
role-label: துணை அமைப்பாளர்கள் : — [785, 1027, 931, 1040]
branch-heading: கண்டையநல்லூர் கிளை – 2 — [1223, 1285, 1409, 1302]
role-label: அமைப்பாளர் : — [1144, 393, 1230, 406]
branch-heading: கண்டையநல்லூர் கிளை — [1237, 1139, 1395, 1155]
organiser-entry — [427, 417, 771, 491]
role-label: துணை அமைப்பாளர்கள் : — [427, 1855, 563, 1867]
role-label: அமைப்பாளர் : — [785, 1726, 869, 1739]
panchayat-banner: மீசநல்லூர் ஊராட்சி — [169, 1427, 311, 1451]
booth-row — [1144, 1650, 1488, 1687]
organiser-details: க.சிவப்பிரகன், 245, பழைய குடியிருப்பு, கீழாண்டைத் தெரு, மீசநல்லூர், வந்தவாசி, திருவண்ணாமலை. — [68, 1483, 412, 1514]
role-label: துணை அமைப்பாளர்கள் : — [427, 419, 565, 432]
organiser-details: கி.சிவப்பிரகன், பிள்ளையார் கோயில் தெரு, துணையம்பட்டு, வந்தவாசி, திருவண்ணாமலை. — [1144, 393, 1488, 424]
role-label: துணை அமைப்பாளர்கள் : — [427, 1079, 563, 1092]
organiser-entry — [68, 1669, 412, 1762]
organiser-details: (1) லோ.பாலகந்தன், 98, 2–வது தெரு, மழுவங்கரனை, வந்தவாசி, திருவண்ணாமலை. (2) தி.அரிகிருஷ்ணன், 199–ஏ, தோப்புத் தெரு, மழுவங்கரனை, வந்தவாசி, திருவண்ணாமலை. — [1144, 289, 1488, 357]
role-label: அமைப்பாளர் : — [785, 674, 877, 687]
organiser-details: (1) ரா.அஜித்குமார், கண்டைய நல்லூர், நல்லூர், வந்தவாசி, திருவண்ணாமலை. (2) ல.செல்வகுமார், 251, கண்ணபிரான் தெரு, கண்டையநல்லூர், நல்லூர், வந்தவாசி, திருவண்ணாமலை. (3) சுகந்தர், 219, கண்ணபிரான் தெரு, கண்டையநல்லூர், நல்லூர், வந்தவாசி, திருவண்ணாமலை. — [1144, 1353, 1488, 1440]
organiser-details: நு.கணபதி, 16, பாடசாலைத் தெரு, கடம்பை, வந்தவாசி, திருவண்ணாமலை. — [427, 2034, 771, 2065]
role-label: துணை அமைப்பாளர்கள் : — [785, 881, 923, 894]
branch-heading: கண்டவரட்டி கிளை — [1251, 1727, 1381, 1743]
organiser-details: ஐ.மகேஷ்குமார், 8, வெள்ளாளர் தெரு, வடவணக்கம்பாடி, வந்தவாசி, திருவண்ணாமலை. — [785, 674, 1129, 705]
organiser-entry — [1144, 244, 1488, 281]
booth-organisers-title: பாக அமைப்பாளர் : — [906, 1863, 1008, 1876]
article-frame — [58, 107, 1504, 2338]
column-4 — [1144, 121, 1488, 2324]
branch-heading: துணையம்பட்டு கிளை — [1241, 367, 1391, 384]
booth-organiser: : கோ.பழனி, 72/2, யாதவர் தெரு, வடவணக்கம்பாடி, மேல்பாதி, வந்தவாசி, திருவண்ணாமலை. — [857, 1308, 1129, 1339]
branch-heading: மீசநல்லூர் ஆதிதிராவிடர் குடியிருப்பு கிளை – 2 — [80, 1768, 400, 1785]
organiser-details: பெ.விரப்பா, 228, புதிய குடியிருப்பு 3–வது தெரு, கடம்பை, வந்தவாசி, திருவண்ணாமலை. — [785, 375, 1129, 406]
organiser-entry — [1144, 1474, 1488, 1511]
booth-row — [68, 1380, 412, 1417]
booth-organisers-title: பாக அமைப்பாளர் : — [1265, 1632, 1367, 1645]
organiser-entry — [785, 878, 1129, 953]
organiser-details: (1) வி.விஜயகுமார், 218, பழைய குடியிருப்பு, வடவணக்கம்பாடி, வந்தவாசி, திருவண்ணாமலை. (2) சேசரவணன், 189, பழைய குடியிருப்பு, வடவணக்கம்பாடி, வந்தவாசி, திருவண்ணாமலை. (3) சே.குணசீலன், 252, பழைய குடியிருப்பு, வடவணக்கம்பாடி, வந்தவாசி, திருவண்ணாமலை. — [785, 1027, 1129, 1114]
role-label: அமைப்பாளர் : — [427, 1037, 511, 1050]
organiser-details: (1) த.தகரசு, 19, ஆதிதிராவிடர் குடியிருப்பு, கீழ்வெள்ளியூர், வடவணக்கம்பாடி, வந்தவாசி, திருவண்ணாமலை. (2) ஜெபிரபு, வந்தவாசி, திருவண்ணாமலை. (3) மு.கார்த்திகேயன், 1, ஆதிதிராவிடர் குடியிருப்பு, கீழ்வெள்ளியூர், வந்தவாசி, திருவண்ணாமலை. — [427, 1397, 771, 1484]
organiser-details: (1) செ.கலைகுமார், மேட்டுத் தெரு, சு.காட்டேரி, வந்தவாசி, திருவண்ணாமலை. (2) பழனிராஜன், ரோட்டுத் தெரு, நேம்பியாபுரம், சு.காட்டேரி, வந்தவாசி, திருவண்ணாமலை. (3) வெராஜ், வாட்டுகட்டை, நேம்பியாபுரம், சு.காட்டேரி, வந்தவாசி, திருவண்ணாமலை. — [68, 455, 412, 541]
organiser-details: (1) பரமுமலை, 54, பள்ளித் தெரு, கீழ்வெள்ளியூர், வடவணக்கம்பாடி, வந்தவாசி, திருவண்ணாமலை. (2) த.சங்கர், வந்தவாசி, திருவண்ணாமலை. (3) ர.அரவிந்த்குமார், 264, பழைய ஆதிதிராவிடர் குடியிருப்பு, வடவணக்கம்பாடி, வந்தவாசி, திருவண்ணாமலை. — [427, 1562, 771, 1649]
organiser-entry — [785, 983, 1129, 1020]
organiser-entry — [427, 869, 771, 906]
union-banner: தெள்ளார் மேற்கு ஒன்றியம் — [427, 288, 771, 311]
organiser-entry — [785, 372, 1129, 409]
organiser-entry — [68, 287, 412, 380]
organiser-entry — [427, 2031, 771, 2068]
panchayat-banner: வடவணக்கம்பாடி ஊராட்சி — [861, 618, 1053, 641]
booth-row — [785, 530, 1129, 567]
panchayat-banner: மழுவங்கரனை ஊராட்சி — [871, 1929, 1044, 1952]
